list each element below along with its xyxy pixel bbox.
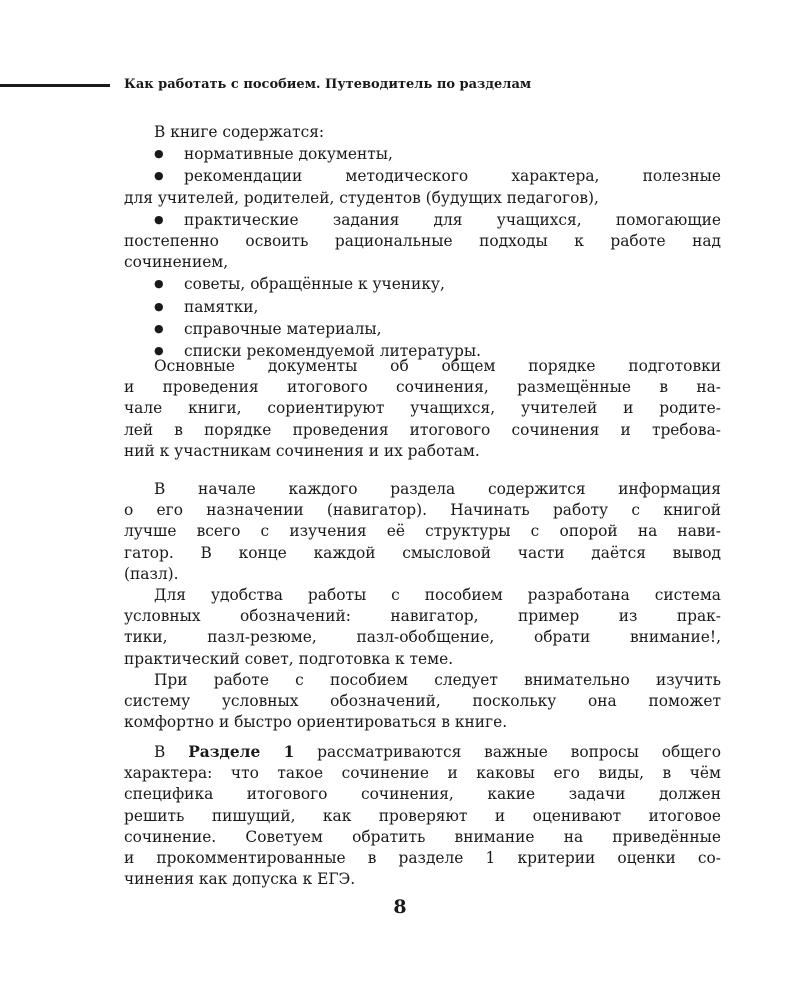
paragraph-line: ний к участникам сочинения и их работам. [124,441,480,460]
page-number: 8 [393,896,407,918]
list-item-text: списки рекомендуемой литературы. [184,342,481,361]
bullet-icon: ● [154,344,164,358]
section1-rest: рассматриваются важные вопросы общего [294,743,721,761]
running-head: Как работать с пособием. Путеводитель по разделам [124,77,532,92]
list-item-text: практические задания для учащихся, помогающие [184,210,721,229]
paragraph-symbols [124,585,721,670]
list-item [124,318,721,340]
paragraph-line: о его назначении (навигатор). Начинать работу с книгой [124,501,721,520]
contents-intro: В книге содержатся: [154,123,325,141]
paragraph-line: тики, пазл-резюме, пазл-обобщение, обрати внимание!, [124,628,721,647]
paragraph-line: специфика итогового сочинения, какие задачи должен [124,785,721,804]
list-item-text: для учителей, родителей, студентов (будущих педагогов), [124,188,599,207]
contents-block [124,122,721,362]
bullet-icon: ● [154,212,164,226]
paragraph-line: чале книги, сориентируют учащихся, учителей и родите- [124,399,721,418]
section1-prefix: В [154,743,189,761]
list-item [124,209,721,274]
bullet-icon: ● [154,169,164,183]
list-item [124,273,721,295]
section1-title: Разделе 1 [188,743,295,761]
list-item-text: нормативные документы, [184,145,393,164]
paragraph-line: комфортно и быстро ориентироваться в книге. [124,713,508,732]
header-rule [0,84,110,87]
bullet-icon: ● [154,299,164,313]
paragraph-line: систему условных обозначений, поскольку она поможет [124,692,721,711]
paragraph-line: характера: что такое сочинение и каковы его виды, в чём [124,764,721,783]
list-item-text: памятки, [184,297,259,316]
paragraph-line: практический совет, подготовка к теме. [124,649,454,668]
list-item-text: рекомендации методического характера, полезные [184,167,721,186]
paragraph-line: сочинение. Советуем обратить внимание на приведённые [124,827,721,846]
list-item-text: сочинением, [124,253,229,272]
list-item [124,143,721,165]
paragraph-line: Основные документы об общем порядке подготовки [154,357,721,375]
paragraph-line: лей в порядке проведения итогового сочинения и требова- [124,420,721,439]
paragraph-line: гатор. В конце каждой смысловой части даётся вывод [124,543,721,562]
list-item-text: советы, обращённые к ученику, [184,275,445,294]
paragraph-line: условных обозначений: навигатор, пример из прак- [124,607,721,626]
list-item-text: справочные материалы, [184,319,382,338]
paragraph-study [124,670,721,734]
paragraph-line: чинения как допуска к ЕГЭ. [124,870,356,889]
paragraph-line: В начале каждого раздела содержится информация [154,480,721,498]
paragraph-line: решить пишущий, как проверяют и оценивают итоговое [124,806,721,825]
paragraph-navigator [124,479,721,585]
bullet-icon: ● [154,147,164,161]
paragraph-line [124,742,721,763]
bullet-icon: ● [154,277,164,291]
paragraph-documents [124,356,721,462]
bullet-icon: ● [154,321,164,335]
paragraph-line: и прокомментированные в разделе 1 критерии оценки со- [124,849,721,868]
list-item [124,165,721,208]
paragraph-section1 [124,742,721,890]
paragraph-line: Для удобства работы с пособием разработана система [154,586,721,604]
list-item [124,296,721,318]
paragraph-line: лучше всего с изучения её структуры с опорой на нави- [124,522,721,541]
paragraph-line: и проведения итогового сочинения, размещённые в на- [124,378,721,397]
list-item-text: постепенно освоить рациональные подходы к работе над [124,232,721,251]
paragraph-line: При работе с пособием следует внимательно изучить [154,671,721,689]
paragraph-line: (пазл). [124,564,179,583]
